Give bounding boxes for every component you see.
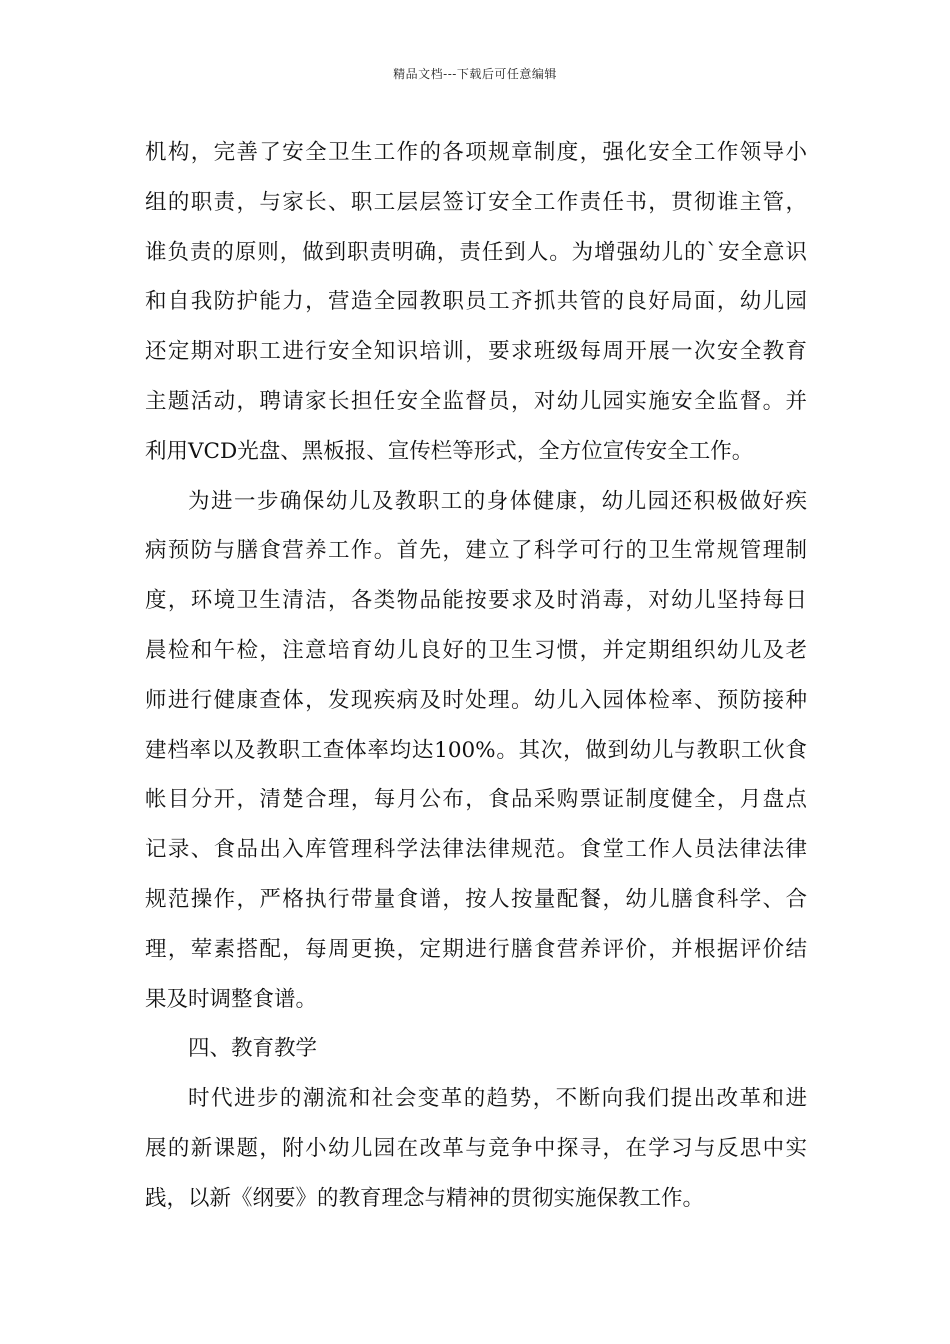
text-line: 病预防与膳食营养工作。首先，建立了科学可行的卫生常规管理制 — [145, 538, 807, 564]
text-line: 时代进步的潮流和社会变革的趋势，不断向我们提出改革和进 — [188, 1086, 807, 1112]
text-line: 帐目分开，清楚合理，每月公布，食品采购票证制度健全，月盘点 — [145, 787, 807, 813]
text-line: 建档率以及教职工查体率均达100%。其次，做到幼儿与教职工伙食 — [145, 737, 807, 763]
page-header: 精品文档---下载后可任意编辑 — [393, 67, 557, 81]
text-line: 规范操作，严格执行带量食谱，按人按量配餐，幼儿膳食科学、合 — [145, 886, 807, 912]
text-line: 和自我防护能力，营造全园教职员工齐抓共管的良好局面，幼儿园 — [145, 289, 807, 315]
document-body — [145, 128, 807, 1224]
text-line: 为进一步确保幼儿及教职工的身体健康，幼儿园还积极做好疾 — [188, 488, 807, 514]
text-line: 组的职责，与家长、职工层层签订安全工作责任书，贯彻谁主管， — [145, 189, 807, 215]
text-line: 还定期对职工进行安全知识培训，要求班级每周开展一次安全教育 — [145, 339, 807, 365]
text-line: 师进行健康查体，发现疾病及时处理。幼儿入园体检率、预防接种 — [145, 687, 807, 713]
section-heading: 四、教育教学 — [188, 1036, 318, 1062]
text-line: 度，环境卫生清洁，各类物品能按要求及时消毒，对幼儿坚持每日 — [145, 588, 807, 614]
text-line: 践，以新《纲要》的教育理念与精神的贯彻实施保教工作。 — [145, 1185, 705, 1211]
text-line: 机构，完善了安全卫生工作的各项规章制度，强化安全工作领导小 — [145, 140, 807, 165]
text-line: 利用VCD光盘、黑板报、宣传栏等形式，全方位宣传安全工作。 — [145, 438, 754, 464]
text-line: 记录、食品出入库管理科学法律法律规范。食堂工作人员法律法律 — [145, 837, 807, 863]
text-line: 理，荤素搭配，每周更换，定期进行膳食营养评价，并根据评价结 — [145, 936, 807, 962]
text-line: 晨检和午检，注意培育幼儿良好的卫生习惯，并定期组织幼儿及老 — [145, 637, 807, 663]
text-line: 主题活动，聘请家长担任安全监督员，对幼儿园实施安全监督。并 — [145, 388, 807, 414]
text-line: 展的新课题，附小幼儿园在改革与竞争中探寻，在学习与反思中实 — [145, 1135, 807, 1161]
text-line: 谁负责的原则，做到职责明确，责任到人。为增强幼儿的`安全意识 — [145, 239, 807, 265]
text-line: 果及时调整食谱。 — [145, 986, 318, 1012]
